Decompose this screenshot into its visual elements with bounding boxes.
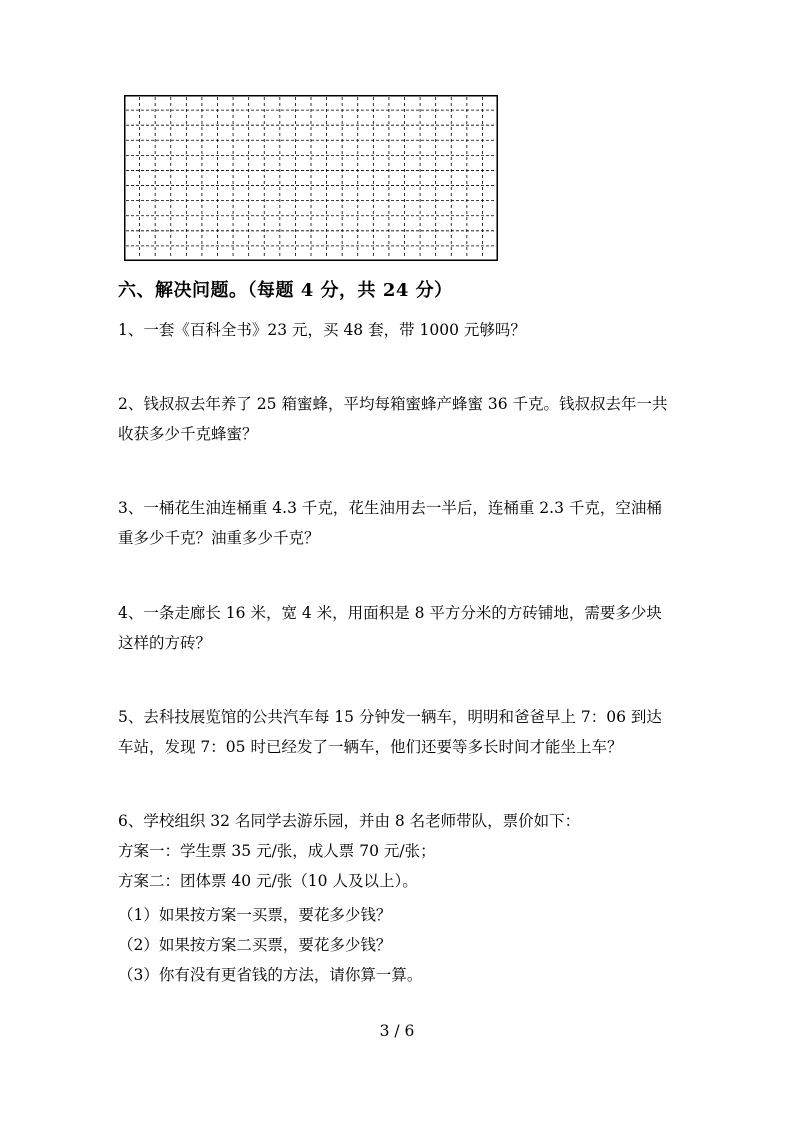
- problem-4-line-1: 4、一条走廊长 16 米，宽 4 米，用面积是 8 平方分米的方砖铺地，需要多少块: [118, 604, 662, 622]
- problem-6-line-1: 6、学校组织 32 名同学去游乐园，并由 8 名老师带队，票价如下：: [118, 812, 581, 830]
- page-number: 3 / 6: [379, 1022, 415, 1040]
- problem-4-line-2: 这样的方砖？: [118, 634, 212, 652]
- problem-2-line-1: 2、钱叔叔去年养了 25 箱蜜蜂，平均每箱蜜蜂产蜂蜜 36 千克。钱叔叔去年一共: [118, 395, 668, 413]
- problem-3-line-2: 重多少千克？油重多少千克？: [118, 529, 320, 547]
- problem-6-question-2: （2）如果按方案二买票，要花多少钱？: [118, 936, 392, 954]
- section-heading: 六、解决问题。（每题 4 分，共 24 分）: [118, 280, 453, 301]
- problem-2-line-2: 收获多少千克蜂蜜？: [118, 425, 258, 443]
- problem-1: 1、一套《百科全书》23 元，买 48 套，带 1000 元够吗？: [118, 321, 526, 339]
- problem-6-question-3: （3）你有没有更省钱的方法，请你算一算。: [118, 966, 423, 984]
- problem-5-line-2: 车站，发现 7：05 时已经发了一辆车，他们还要等多长时间才能坐上车？: [118, 738, 623, 756]
- problem-6-plan-1: 方案一：学生票 35 元/张，成人票 70 元/张；: [118, 842, 436, 860]
- problem-6-plan-2: 方案二：团体票 40 元/张（10 人及以上）。: [118, 872, 418, 890]
- problem-6-question-1: （1）如果按方案一买票，要花多少钱？: [118, 906, 392, 924]
- problem-3-line-1: 3、一桶花生油连桶重 4.3 千克，花生油用去一半后，连桶重 2.3 千克，空油桶: [118, 499, 662, 517]
- writing-grid: [124, 95, 498, 261]
- problem-5-line-1: 5、去科技展览馆的公共汽车每 15 分钟发一辆车，明明和爸爸早上 7：06 到达: [118, 708, 662, 726]
